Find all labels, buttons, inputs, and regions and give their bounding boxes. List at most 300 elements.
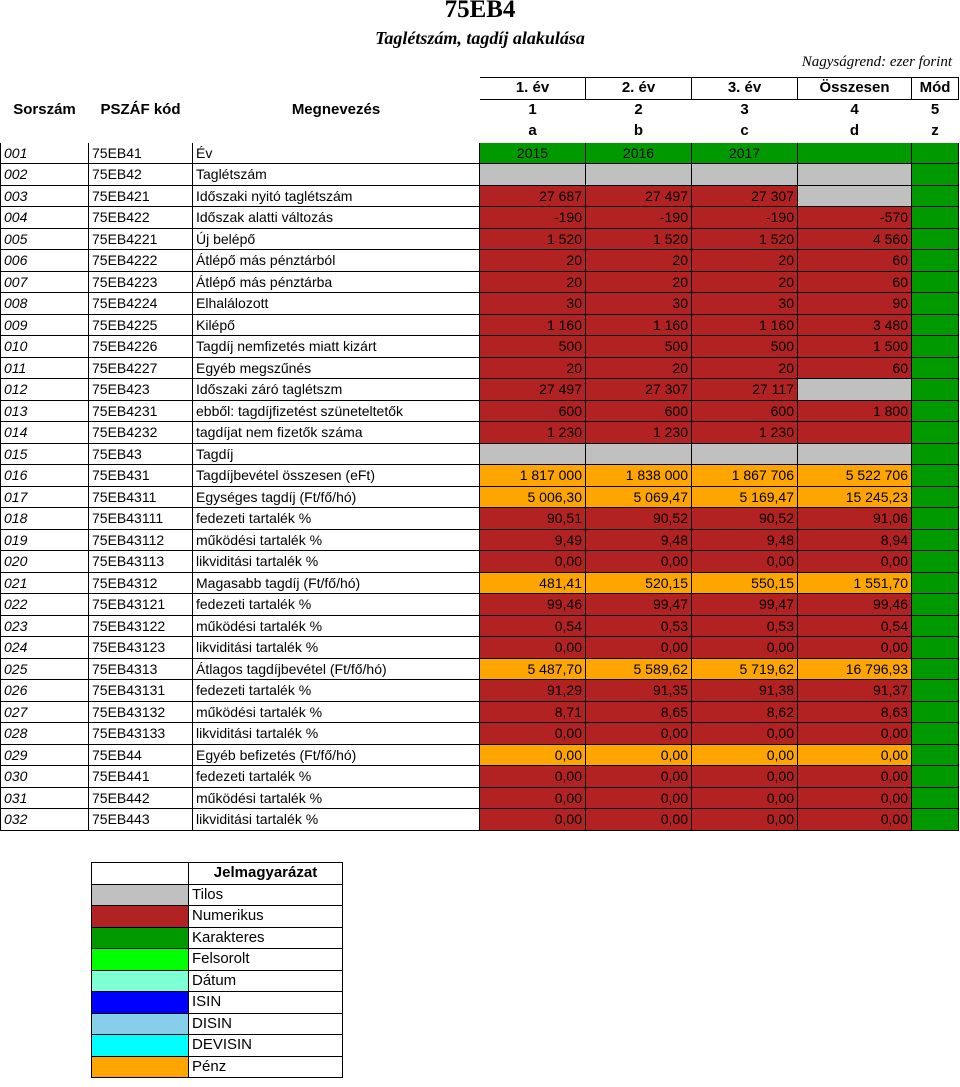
value-cell[interactable] bbox=[798, 443, 912, 465]
value-cell[interactable]: 20 bbox=[692, 250, 798, 272]
row-label: Elhalálozott bbox=[193, 293, 480, 315]
value-cell[interactable]: 90 bbox=[798, 293, 912, 315]
row-number: 009 bbox=[1, 314, 89, 336]
row-label: fedezeti tartalék % bbox=[193, 680, 480, 702]
magnitude-note: Nagyságrend: ezer forint bbox=[801, 54, 952, 70]
legend-item bbox=[92, 1035, 343, 1057]
value-cell[interactable]: 15 245,23 bbox=[798, 486, 912, 508]
value-cell[interactable]: 90,52 bbox=[692, 508, 798, 530]
row-code: 75EB44 bbox=[89, 744, 193, 766]
table-row bbox=[1, 228, 959, 250]
row-label: likviditási tartalék % bbox=[193, 637, 480, 659]
table-row bbox=[1, 336, 959, 358]
value-cell[interactable]: 1 800 bbox=[798, 400, 912, 422]
table-row bbox=[1, 680, 959, 702]
value-cell[interactable]: 0,00 bbox=[692, 637, 798, 659]
mode-cell bbox=[912, 400, 959, 422]
value-cell[interactable]: 0,00 bbox=[798, 809, 912, 831]
col-head-pszaf: PSZÁF kód bbox=[100, 100, 181, 118]
row-number: 032 bbox=[1, 809, 89, 831]
value-cell[interactable]: 600 bbox=[480, 400, 586, 422]
value-cell[interactable]: 8,65 bbox=[586, 701, 692, 723]
mode-cell bbox=[912, 207, 959, 229]
row-number: 030 bbox=[1, 766, 89, 788]
row-number: 023 bbox=[1, 615, 89, 637]
value-cell[interactable]: 520,15 bbox=[586, 572, 692, 594]
table-row bbox=[1, 723, 959, 745]
legend-item bbox=[92, 970, 343, 992]
row-label: fedezeti tartalék % bbox=[193, 594, 480, 616]
row-code: 75EB43131 bbox=[89, 680, 193, 702]
value-cell[interactable]: 3 480 bbox=[798, 314, 912, 336]
row-label: Átlagos tagdíjbevétel (Ft/fő/hó) bbox=[193, 658, 480, 680]
value-cell[interactable]: 20 bbox=[480, 357, 586, 379]
row-code: 75EB4312 bbox=[89, 572, 193, 594]
value-cell[interactable]: 91,35 bbox=[586, 680, 692, 702]
value-cell[interactable]: 0,00 bbox=[480, 809, 586, 831]
value-cell[interactable]: 2017 bbox=[692, 142, 798, 164]
value-cell[interactable]: 550,15 bbox=[692, 572, 798, 594]
legend-swatch bbox=[92, 927, 189, 949]
value-cell[interactable]: 20 bbox=[692, 271, 798, 293]
row-code: 75EB443 bbox=[89, 809, 193, 831]
col-num-5: 5 bbox=[930, 100, 940, 118]
value-cell[interactable]: 1 520 bbox=[586, 228, 692, 250]
table-row bbox=[1, 615, 959, 637]
row-code: 75EB41 bbox=[89, 142, 193, 164]
row-code: 75EB4225 bbox=[89, 314, 193, 336]
mode-cell bbox=[912, 809, 959, 831]
value-cell[interactable]: 27 497 bbox=[480, 379, 586, 401]
row-code: 75EB4227 bbox=[89, 357, 193, 379]
mode-cell bbox=[912, 465, 959, 487]
value-cell[interactable]: 90,51 bbox=[480, 508, 586, 530]
row-label: Tagdíj nemfizetés miatt kizárt bbox=[193, 336, 480, 358]
table-row bbox=[1, 293, 959, 315]
value-cell[interactable]: 0,53 bbox=[692, 615, 798, 637]
value-cell[interactable]: 91,38 bbox=[692, 680, 798, 702]
col-head-mode: Mód bbox=[912, 78, 959, 100]
mode-cell bbox=[912, 680, 959, 702]
mode-cell bbox=[912, 336, 959, 358]
table-row bbox=[1, 379, 959, 401]
row-number: 022 bbox=[1, 594, 89, 616]
value-cell[interactable]: 2016 bbox=[586, 142, 692, 164]
table-row bbox=[1, 465, 959, 487]
value-cell[interactable]: 0,54 bbox=[798, 615, 912, 637]
value-cell[interactable]: 1 817 000 bbox=[480, 465, 586, 487]
value-cell[interactable]: 1 551,70 bbox=[798, 572, 912, 594]
value-cell[interactable]: 0,00 bbox=[798, 637, 912, 659]
row-code: 75EB42 bbox=[89, 164, 193, 186]
row-code: 75EB43112 bbox=[89, 529, 193, 551]
value-cell[interactable]: 481,41 bbox=[480, 572, 586, 594]
row-number: 008 bbox=[1, 293, 89, 315]
mode-cell bbox=[912, 529, 959, 551]
row-code: 75EB4313 bbox=[89, 658, 193, 680]
value-cell[interactable]: 500 bbox=[586, 336, 692, 358]
value-cell[interactable]: 0,54 bbox=[480, 615, 586, 637]
row-label: Időszaki záró taglétszm bbox=[193, 379, 480, 401]
value-cell[interactable]: 1 230 bbox=[586, 422, 692, 444]
table-row bbox=[1, 508, 959, 530]
col-num-3: 3 bbox=[740, 100, 749, 118]
value-cell[interactable]: 600 bbox=[586, 400, 692, 422]
mode-cell bbox=[912, 164, 959, 186]
value-cell[interactable]: 0,00 bbox=[692, 766, 798, 788]
legend-title: Jelmagyarázat bbox=[189, 863, 343, 885]
row-label: Egyéb megszűnés bbox=[193, 357, 480, 379]
value-cell[interactable]: 0,00 bbox=[586, 809, 692, 831]
table-row bbox=[1, 766, 959, 788]
value-cell[interactable]: 8,71 bbox=[480, 701, 586, 723]
legend-swatch bbox=[92, 949, 189, 971]
value-cell[interactable]: 8,94 bbox=[798, 529, 912, 551]
value-cell[interactable]: 0,00 bbox=[586, 744, 692, 766]
row-code: 75EB422 bbox=[89, 207, 193, 229]
row-number: 025 bbox=[1, 658, 89, 680]
table-row bbox=[1, 658, 959, 680]
value-cell[interactable]: 500 bbox=[480, 336, 586, 358]
row-label: Tagdíjbevétel összesen (eFt) bbox=[193, 465, 480, 487]
table-row bbox=[1, 357, 959, 379]
value-cell[interactable]: 1 520 bbox=[480, 228, 586, 250]
legend-item bbox=[92, 1056, 343, 1078]
legend-label: ISIN bbox=[189, 992, 343, 1014]
value-cell[interactable]: 0,00 bbox=[480, 637, 586, 659]
value-cell[interactable]: 99,47 bbox=[692, 594, 798, 616]
row-label: működési tartalék % bbox=[193, 787, 480, 809]
col-head-total: Összesen bbox=[798, 78, 912, 100]
row-number: 026 bbox=[1, 680, 89, 702]
value-cell[interactable]: 20 bbox=[692, 357, 798, 379]
row-number: 016 bbox=[1, 465, 89, 487]
value-cell[interactable]: 5 069,47 bbox=[586, 486, 692, 508]
value-cell[interactable] bbox=[692, 164, 798, 186]
value-cell[interactable] bbox=[798, 185, 912, 207]
row-number: 001 bbox=[1, 142, 89, 164]
row-label: Egységes tagdíj (Ft/fő/hó) bbox=[193, 486, 480, 508]
col-letter-b: b bbox=[633, 122, 644, 140]
row-code: 75EB431 bbox=[89, 465, 193, 487]
value-cell[interactable]: 9,48 bbox=[586, 529, 692, 551]
row-number: 029 bbox=[1, 744, 89, 766]
row-label: Év bbox=[193, 142, 480, 164]
row-label: Kilépő bbox=[193, 314, 480, 336]
row-code: 75EB43123 bbox=[89, 637, 193, 659]
value-cell[interactable]: 5 169,47 bbox=[692, 486, 798, 508]
value-cell[interactable]: 99,47 bbox=[586, 594, 692, 616]
value-cell[interactable]: 91,06 bbox=[798, 508, 912, 530]
row-label: Időszaki nyitó taglétszám bbox=[193, 185, 480, 207]
value-cell[interactable] bbox=[480, 164, 586, 186]
value-cell[interactable]: 1 838 000 bbox=[586, 465, 692, 487]
col-head-sorszam: Sorszám bbox=[13, 100, 76, 118]
table-row bbox=[1, 142, 959, 164]
value-cell[interactable]: 4 560 bbox=[798, 228, 912, 250]
mode-cell bbox=[912, 615, 959, 637]
table-row bbox=[1, 422, 959, 444]
value-cell[interactable]: 5 719,62 bbox=[692, 658, 798, 680]
mode-cell bbox=[912, 379, 959, 401]
legend-label: Karakteres bbox=[189, 927, 343, 949]
value-cell[interactable] bbox=[480, 443, 586, 465]
mode-cell bbox=[912, 228, 959, 250]
value-cell[interactable]: 0,00 bbox=[692, 723, 798, 745]
row-label: Magasabb tagdíj (Ft/fő/hó) bbox=[193, 572, 480, 594]
value-cell[interactable] bbox=[692, 443, 798, 465]
mode-cell bbox=[912, 486, 959, 508]
table-row bbox=[1, 744, 959, 766]
value-cell[interactable]: 0,00 bbox=[480, 551, 586, 573]
value-cell[interactable]: 20 bbox=[480, 271, 586, 293]
value-cell[interactable]: 600 bbox=[692, 400, 798, 422]
row-label: Időszak alatti változás bbox=[193, 207, 480, 229]
mode-cell bbox=[912, 701, 959, 723]
row-label: működési tartalék % bbox=[193, 529, 480, 551]
col-head-year2: 2. év bbox=[586, 78, 692, 100]
value-cell[interactable]: 27 307 bbox=[586, 379, 692, 401]
value-cell[interactable]: 91,37 bbox=[798, 680, 912, 702]
legend-swatch bbox=[92, 992, 189, 1014]
value-cell[interactable]: 20 bbox=[480, 250, 586, 272]
table-row bbox=[1, 701, 959, 723]
value-cell[interactable]: 0,53 bbox=[586, 615, 692, 637]
value-cell[interactable]: 27 497 bbox=[586, 185, 692, 207]
mode-cell bbox=[912, 357, 959, 379]
value-cell[interactable]: 0,00 bbox=[692, 744, 798, 766]
value-cell[interactable]: 0,00 bbox=[692, 809, 798, 831]
mode-cell bbox=[912, 185, 959, 207]
row-code: 75EB4232 bbox=[89, 422, 193, 444]
value-cell[interactable]: 5 589,62 bbox=[586, 658, 692, 680]
row-number: 019 bbox=[1, 529, 89, 551]
row-number: 005 bbox=[1, 228, 89, 250]
value-cell[interactable]: 0,00 bbox=[480, 787, 586, 809]
legend-swatch bbox=[92, 1013, 189, 1035]
value-cell[interactable]: 9,49 bbox=[480, 529, 586, 551]
row-code: 75EB442 bbox=[89, 787, 193, 809]
form-subtitle: Taglétszám, tagdíj alakulása bbox=[375, 28, 585, 48]
value-cell[interactable]: 0,00 bbox=[692, 551, 798, 573]
value-cell[interactable]: 99,46 bbox=[480, 594, 586, 616]
value-cell[interactable]: 8,63 bbox=[798, 701, 912, 723]
value-cell[interactable]: 60 bbox=[798, 250, 912, 272]
row-code: 75EB441 bbox=[89, 766, 193, 788]
legend-item bbox=[92, 906, 343, 928]
value-cell[interactable]: 5 522 706 bbox=[798, 465, 912, 487]
mode-cell bbox=[912, 787, 959, 809]
row-label: Átlépő más pénztárba bbox=[193, 271, 480, 293]
value-cell[interactable]: 1 500 bbox=[798, 336, 912, 358]
value-cell[interactable] bbox=[798, 164, 912, 186]
value-cell[interactable]: 0,00 bbox=[798, 766, 912, 788]
value-cell[interactable]: 8,62 bbox=[692, 701, 798, 723]
value-cell[interactable]: 9,48 bbox=[692, 529, 798, 551]
value-cell[interactable]: 0,00 bbox=[798, 551, 912, 573]
legend-item bbox=[92, 949, 343, 971]
data-table bbox=[0, 77, 959, 831]
legend-swatch bbox=[92, 970, 189, 992]
value-cell[interactable]: 1 520 bbox=[692, 228, 798, 250]
col-head-megnevezes: Megnevezés bbox=[291, 100, 381, 118]
col-letter-a: a bbox=[528, 122, 537, 140]
row-label: Egyéb befizetés (Ft/fő/hó) bbox=[193, 744, 480, 766]
row-label: fedezeti tartalék % bbox=[193, 508, 480, 530]
table-row bbox=[1, 207, 959, 229]
row-label: likviditási tartalék % bbox=[193, 723, 480, 745]
col-letter-d: d bbox=[849, 122, 860, 140]
legend bbox=[91, 862, 343, 1078]
row-number: 020 bbox=[1, 551, 89, 573]
value-cell[interactable]: -190 bbox=[692, 207, 798, 229]
row-number: 024 bbox=[1, 637, 89, 659]
mode-cell bbox=[912, 744, 959, 766]
table-row bbox=[1, 594, 959, 616]
row-label: likviditási tartalék % bbox=[193, 809, 480, 831]
value-cell[interactable]: 16 796,93 bbox=[798, 658, 912, 680]
row-number: 031 bbox=[1, 787, 89, 809]
row-code: 75EB4224 bbox=[89, 293, 193, 315]
value-cell[interactable]: 27 117 bbox=[692, 379, 798, 401]
col-head-year3: 3. év bbox=[692, 78, 798, 100]
legend-item bbox=[92, 927, 343, 949]
mode-cell bbox=[912, 271, 959, 293]
value-cell[interactable]: 1 160 bbox=[480, 314, 586, 336]
value-cell[interactable]: 0,00 bbox=[480, 766, 586, 788]
table-row bbox=[1, 314, 959, 336]
row-code: 75EB4222 bbox=[89, 250, 193, 272]
value-cell[interactable]: 0,00 bbox=[586, 787, 692, 809]
form-title: 75EB4 bbox=[444, 0, 516, 23]
row-code: 75EB43113 bbox=[89, 551, 193, 573]
row-code: 75EB4223 bbox=[89, 271, 193, 293]
value-cell[interactable]: 1 230 bbox=[480, 422, 586, 444]
legend-label: DISIN bbox=[189, 1013, 343, 1035]
row-number: 011 bbox=[1, 357, 89, 379]
mode-cell bbox=[912, 314, 959, 336]
value-cell[interactable]: 1 160 bbox=[586, 314, 692, 336]
mode-cell bbox=[912, 422, 959, 444]
table-row bbox=[1, 809, 959, 831]
value-cell[interactable]: 99,46 bbox=[798, 594, 912, 616]
value-cell[interactable]: 20 bbox=[586, 250, 692, 272]
value-cell[interactable]: 0,00 bbox=[586, 723, 692, 745]
legend-label: Pénz bbox=[189, 1056, 343, 1078]
row-number: 021 bbox=[1, 572, 89, 594]
value-cell[interactable]: 30 bbox=[586, 293, 692, 315]
col-letter-z: z bbox=[931, 122, 939, 140]
value-cell[interactable]: 1 867 706 bbox=[692, 465, 798, 487]
value-cell[interactable]: 0,00 bbox=[586, 766, 692, 788]
row-code: 75EB4226 bbox=[89, 336, 193, 358]
row-number: 028 bbox=[1, 723, 89, 745]
value-cell[interactable] bbox=[798, 142, 912, 164]
value-cell[interactable]: 0,00 bbox=[798, 744, 912, 766]
row-label: ebből: tagdíjfizetést szüneteltetők bbox=[193, 400, 480, 422]
table-row bbox=[1, 637, 959, 659]
value-cell[interactable]: 91,29 bbox=[480, 680, 586, 702]
value-cell[interactable]: 1 230 bbox=[692, 422, 798, 444]
value-cell[interactable]: -190 bbox=[480, 207, 586, 229]
legend-swatch bbox=[92, 884, 189, 906]
value-cell[interactable]: 0,00 bbox=[586, 637, 692, 659]
value-cell[interactable]: 90,52 bbox=[586, 508, 692, 530]
value-cell[interactable]: 5 487,70 bbox=[480, 658, 586, 680]
value-cell[interactable]: -190 bbox=[586, 207, 692, 229]
mode-cell bbox=[912, 723, 959, 745]
value-cell[interactable]: 2015 bbox=[480, 142, 586, 164]
value-cell[interactable]: 500 bbox=[692, 336, 798, 358]
value-cell[interactable]: 30 bbox=[480, 293, 586, 315]
value-cell[interactable] bbox=[798, 379, 912, 401]
legend-label: Felsorolt bbox=[189, 949, 343, 971]
mode-cell bbox=[912, 551, 959, 573]
mode-cell bbox=[912, 142, 959, 164]
row-number: 018 bbox=[1, 508, 89, 530]
col-num-2: 2 bbox=[634, 100, 643, 118]
row-code: 75EB4221 bbox=[89, 228, 193, 250]
value-cell[interactable]: 0,00 bbox=[586, 551, 692, 573]
table-row bbox=[1, 164, 959, 186]
value-cell[interactable]: -570 bbox=[798, 207, 912, 229]
value-cell[interactable]: 0,00 bbox=[798, 787, 912, 809]
row-number: 015 bbox=[1, 443, 89, 465]
row-label: Új belépő bbox=[193, 228, 480, 250]
value-cell[interactable]: 0,00 bbox=[480, 744, 586, 766]
mode-cell bbox=[912, 594, 959, 616]
row-label: tagdíjat nem fizetők száma bbox=[193, 422, 480, 444]
legend-label: Numerikus bbox=[189, 906, 343, 928]
table-row bbox=[1, 400, 959, 422]
col-head-year1: 1. év bbox=[480, 78, 586, 100]
value-cell[interactable]: 60 bbox=[798, 357, 912, 379]
value-cell[interactable]: 5 006,30 bbox=[480, 486, 586, 508]
value-cell[interactable]: 1 160 bbox=[692, 314, 798, 336]
table-row bbox=[1, 185, 959, 207]
mode-cell bbox=[912, 293, 959, 315]
value-cell[interactable] bbox=[586, 164, 692, 186]
row-label: Átlépő más pénztárból bbox=[193, 250, 480, 272]
value-cell[interactable]: 27 687 bbox=[480, 185, 586, 207]
value-cell[interactable]: 60 bbox=[798, 271, 912, 293]
value-cell[interactable]: 0,00 bbox=[480, 723, 586, 745]
value-cell[interactable]: 0,00 bbox=[692, 787, 798, 809]
value-cell[interactable]: 20 bbox=[586, 357, 692, 379]
legend-swatch bbox=[92, 1056, 189, 1078]
row-number: 004 bbox=[1, 207, 89, 229]
mode-cell bbox=[912, 250, 959, 272]
legend-item bbox=[92, 884, 343, 906]
value-cell[interactable]: 30 bbox=[692, 293, 798, 315]
value-cell[interactable] bbox=[798, 422, 912, 444]
row-number: 003 bbox=[1, 185, 89, 207]
value-cell[interactable]: 20 bbox=[586, 271, 692, 293]
row-code: 75EB4311 bbox=[89, 486, 193, 508]
legend-item bbox=[92, 1013, 343, 1035]
row-number: 013 bbox=[1, 400, 89, 422]
legend-swatch bbox=[92, 906, 189, 928]
row-label: likviditási tartalék % bbox=[193, 551, 480, 573]
mode-cell bbox=[912, 508, 959, 530]
value-cell[interactable]: 27 307 bbox=[692, 185, 798, 207]
row-label: fedezeti tartalék % bbox=[193, 766, 480, 788]
value-cell[interactable] bbox=[586, 443, 692, 465]
row-number: 006 bbox=[1, 250, 89, 272]
value-cell[interactable]: 0,00 bbox=[798, 723, 912, 745]
table-row bbox=[1, 250, 959, 272]
mode-cell bbox=[912, 443, 959, 465]
